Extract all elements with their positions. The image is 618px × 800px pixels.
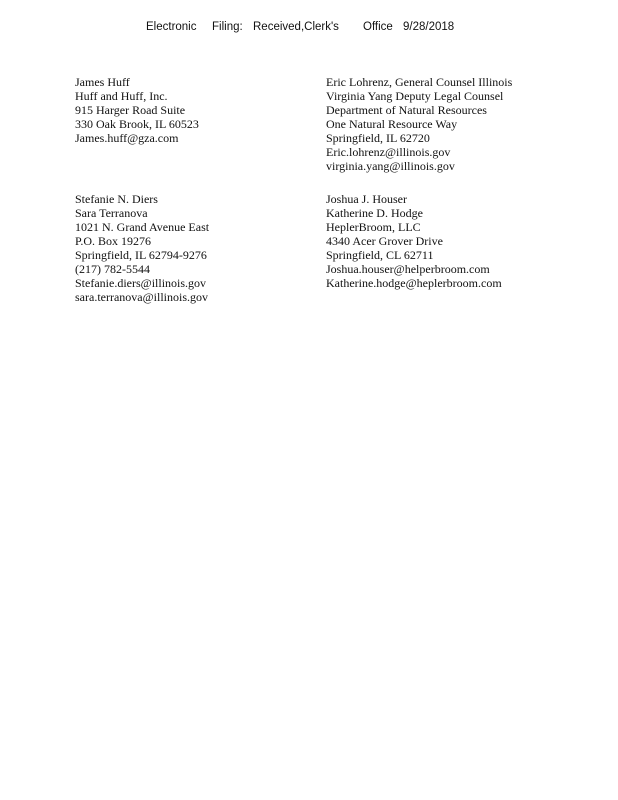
header-received: Received,Clerk's (253, 21, 339, 33)
service-contact-diers-terranova (75, 192, 209, 304)
contact-address: One Natural Resource Way (326, 117, 458, 131)
contact-address: 1021 N. Grand Avenue East (75, 220, 210, 234)
contact-name: Virginia Yang Deputy Legal Counsel (326, 89, 504, 103)
contact-email: virginia.yang@illinois.gov (326, 159, 455, 173)
filing-stamp-header (146, 21, 466, 35)
contact-email: Stefanie.diers@illinois.gov (75, 276, 207, 290)
service-contact-huff (75, 75, 199, 145)
contact-email: Eric.lohrenz@illinois.gov (326, 145, 451, 159)
contact-company: Huff and Huff, Inc. (75, 89, 168, 103)
contact-phone: (217) 782-5544 (75, 262, 150, 276)
contact-email: Joshua.houser@helperbroom.com (326, 262, 490, 276)
contact-name: Stefanie N. Diers (75, 192, 158, 206)
service-contact-dnr (326, 75, 512, 173)
contact-address: 4340 Acer Grover Drive (326, 234, 443, 248)
header-office: Office (363, 21, 393, 33)
contact-email: Katherine.hodge@heplerbroom.com (326, 276, 502, 290)
contact-city: 330 Oak Brook, IL 60523 (75, 117, 199, 131)
contact-company: HeplerBroom, LLC (326, 220, 421, 234)
contact-name: Katherine D. Hodge (326, 206, 423, 220)
contact-email: James.huff@gza.com (75, 131, 179, 145)
contact-name: Eric Lohrenz, General Counsel Illinois (326, 75, 513, 89)
contact-city: Springfield, CL 62711 (326, 248, 434, 262)
contact-city: Springfield, IL 62720 (326, 131, 430, 145)
contact-name: James Huff (75, 75, 130, 89)
service-contact-heplerbroom (326, 192, 502, 290)
header-filing-date: 9/28/2018 (403, 21, 455, 33)
contact-name: Sara Terranova (75, 206, 148, 220)
contact-address: 915 Harger Road Suite (75, 103, 186, 117)
contact-email: sara.terranova@illinois.gov (75, 290, 209, 304)
contact-department: Department of Natural Resources (326, 103, 487, 117)
contact-city: Springfield, IL 62794-9276 (75, 248, 207, 262)
header-electronic: Electronic (146, 21, 197, 33)
header-filing: Filing: (212, 21, 243, 33)
contact-po-box: P.O. Box 19276 (75, 234, 152, 248)
contact-name: Joshua J. Houser (326, 192, 407, 206)
